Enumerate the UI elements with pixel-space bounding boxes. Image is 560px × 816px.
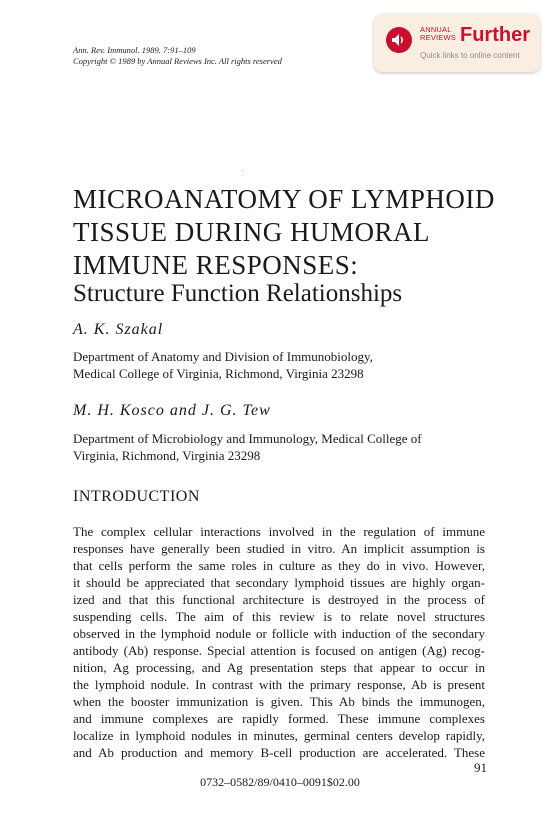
annual-label: ANNUAL [420, 25, 452, 34]
body-line: ized and that this functional architecture is destroyed in the process of [73, 592, 485, 607]
body-line: the lymphoid nodule. In contrast with the primary response, Ab is present [73, 677, 485, 692]
author-affiliation [73, 430, 493, 464]
author-name: A. K. Szakal [73, 321, 164, 338]
body-paragraph [73, 523, 485, 761]
speaker-icon [386, 27, 412, 53]
title-line: TISSUE DURING HUMORAL [73, 217, 431, 247]
body-line: when the booster immunization is given. This Ab binds the immunogen, [73, 694, 485, 709]
body-line: observed in the lymphoid nodule or follicle with induction of the secondary [73, 626, 485, 641]
author-affiliation [73, 348, 493, 382]
further-label: Further [460, 24, 530, 46]
body-line: antibody (Ab) response. Special attention is focused on antigen (Ag) recog- [73, 643, 485, 658]
affiliation-line: Department of Anatomy and Division of Immunobiology, [73, 349, 373, 364]
stray-mark [242, 170, 243, 171]
body-line: and Ab production and memory B-cell production are accelerated. These [73, 745, 485, 760]
affiliation-line: Department of Microbiology and Immunology, Medical College of [73, 431, 422, 446]
footer-code: 0732–0582/89/0410–0091$02.00 [200, 775, 360, 789]
page-number: 91 [474, 760, 487, 775]
journal-citation [73, 45, 282, 67]
article-subtitle: Structure Function Relationships [73, 280, 403, 307]
reviews-label: REVIEWS [420, 33, 456, 42]
journal-line: Ann. Rev. Immunol. 1989. 7:91–109 [73, 45, 196, 55]
title-line: IMMUNE RESPONSES: [73, 250, 359, 280]
affiliation-line: Virginia, Richmond, Virginia 23298 [73, 448, 261, 463]
body-line: suspending cells. The aim of this review is to relate novel structures [73, 609, 485, 624]
title-line: MICROANATOMY OF LYMPHOID [73, 184, 495, 214]
article-title [73, 183, 495, 282]
author-name: M. H. Kosco and J. G. Tew [73, 402, 271, 419]
body-line: nition, Ag processing, and Ag presentation steps that appear to occur in [73, 660, 485, 675]
body-line: and immune complexes are rapidly formed. These immune complexes [73, 711, 485, 726]
body-line: it should be appreciated that secondary lymphoid tissues are highly organ- [73, 575, 485, 590]
body-line: localize in lymphoid nodules in minutes, germinal centers develop rapidly, [73, 728, 485, 743]
body-line: The complex cellular interactions involved in the regulation of immune [73, 524, 485, 539]
annual-reviews-further-banner[interactable] [374, 14, 540, 72]
banner-tagline: Quick links to online content [420, 51, 520, 60]
copyright-line: Copyright © 1989 by Annual Reviews Inc. All rights reserved [73, 56, 282, 66]
body-line: responses have generally been studied in vitro. An implicit assumption is [73, 541, 485, 556]
section-heading: INTRODUCTION [73, 488, 200, 505]
affiliation-line: Medical College of Virginia, Richmond, Virginia 23298 [73, 366, 364, 381]
annual-reviews-logo-text [420, 26, 456, 42]
body-line: that cells perform the same roles in culture as they do in vivo. However, [73, 558, 485, 573]
